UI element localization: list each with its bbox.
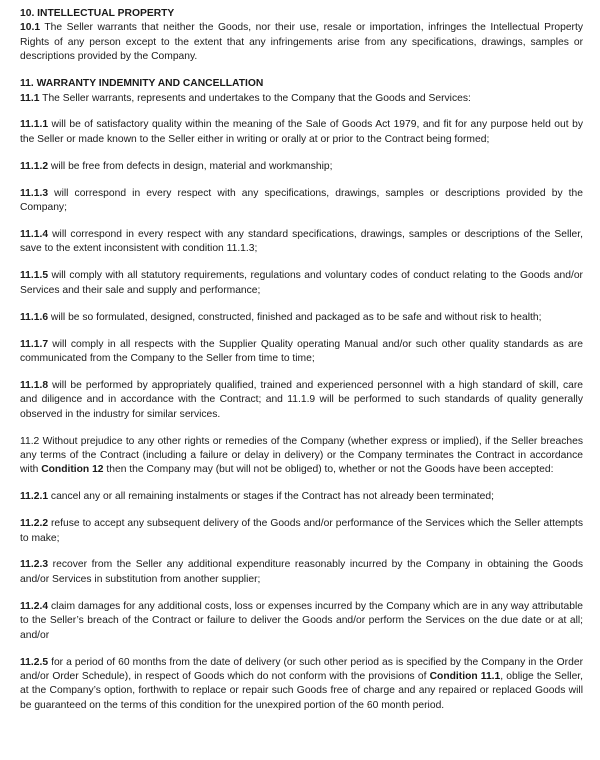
clause-text-continued: , oblige the Seller, at the Company’s option, forthwith to replace or repair such Goods free of charge and any repaired or replaced Goods will be guaranteed on the terms of this condition for the unexpired portion of the 60 month period. xyxy=(20,670,584,711)
clause-number: 11.1.3 xyxy=(20,187,49,199)
clause-text: Without prejudice to any other rights or remedies of the Company (whether express or implied), if the Seller breaches any terms of the Contract (including a failure or delay in delivery) or the Company terminates the Contract in accordance with xyxy=(20,435,583,476)
clause-text: will be performed by appropriately qualified, trained and experienced personnel with a high standard of skill, care and diligence and in accordance with the Contract; and 11.1.9 will be performed to such standards of quality generally observed in the industry for similar services. xyxy=(20,379,583,420)
clause-11-1-4 xyxy=(20,228,583,257)
clause-number: 10.1 xyxy=(20,22,41,34)
clause-number: 11.2.5 xyxy=(20,656,49,668)
clause-text: will be free from defects in design, material and workmanship; xyxy=(48,160,333,172)
clause-text: The Seller warrants, represents and undertakes to the Company that the Goods and Services: xyxy=(39,92,471,104)
clause-text: will be of satisfactory quality within the meaning of the Sale of Goods Act 1979, and fit for any purpose held out by the Seller or made known to the Seller either in writing or orally at or prior to the Contract being formed; xyxy=(20,119,583,145)
clause-number: 11.1.4 xyxy=(20,228,49,240)
clause-text: will comply with all statutory requirements, regulations and voluntary codes of conduct relating to the Goods and/or Services and their sale and supply and performance; xyxy=(20,270,583,296)
section-10-heading: 10. INTELLECTUAL PROPERTY xyxy=(20,8,175,19)
clause-text: refuse to accept any subsequent delivery of the Goods and/or performance of the Services which the Seller attempts to make; xyxy=(20,518,583,544)
clause-number: 11.1.1 xyxy=(20,119,49,131)
clause-11-1-5 xyxy=(20,269,583,298)
clause-text: will be so formulated, designed, constructed, finished and packaged as to be safe and without risk to health; xyxy=(48,311,542,323)
clause-11-2-2 xyxy=(20,517,583,546)
clause-number: 11.1 xyxy=(20,92,40,104)
clause-10-1 xyxy=(20,21,583,64)
condition-reference: Condition 11.1 xyxy=(429,670,501,682)
clause-11-1-7 xyxy=(20,338,583,367)
clause-11-1-3 xyxy=(20,187,583,216)
clause-text: The Seller warrants that neither the Goods, nor their use, resale or importation, infringes the Intellectual Property Rights of any person except to the extent that any infringements arise from any specifications, drawings, samples or descriptions provided by the Company. xyxy=(20,22,583,63)
clause-text: recover from the Seller any additional expenditure reasonably incurred by the Company in obtaining the Goods and/or Services in substitution from another supplier; xyxy=(20,559,583,585)
section-11-heading: 11. WARRANTY INDEMNITY AND CANCELLATION xyxy=(20,78,264,90)
clause-text: will correspond in every respect with any standard specifications, drawings, samples or descriptions of the Seller, save to the extent inconsistent with condition 11.1.3; xyxy=(20,228,583,255)
clause-11-1 xyxy=(20,92,583,106)
clause-number: 11.2.2 xyxy=(20,518,49,530)
condition-reference: Condition 12 xyxy=(41,464,104,476)
clause-number: 11.2.4 xyxy=(20,600,49,612)
clause-11-2-4 xyxy=(20,600,583,643)
clause-number: 11.1.7 xyxy=(20,338,49,350)
clause-11-2-3 xyxy=(20,558,583,587)
clause-11-1-6 xyxy=(20,311,583,325)
clause-text: will correspond in every respect with any specifications, drawings, samples or descriptions provided by the Company; xyxy=(20,187,583,214)
clause-text: claim damages for any additional costs, loss or expenses incurred by the Company which are in any way attributable to the Seller’s breach of the Contract or failure to deliver the Goods and/or perform the Services on the due date or at all; and/or xyxy=(20,600,583,641)
clause-number: 11.1.8 xyxy=(20,379,49,391)
clause-11-2-1 xyxy=(20,490,583,504)
clause-number: 11.2.3 xyxy=(20,559,49,571)
clause-11-1-8 xyxy=(20,379,583,422)
clause-number: 11.1.6 xyxy=(20,311,49,323)
clause-11-1-2 xyxy=(20,160,583,174)
clause-11-2-5 xyxy=(20,656,583,714)
clause-number: 11.1.5 xyxy=(20,270,49,282)
document-page xyxy=(20,7,583,713)
clause-11-1-1 xyxy=(20,118,583,147)
clause-text: will comply in all respects with the Supplier Quality operating Manual and/or such other quality standards as are communicated from the Company to the Seller from time to time; xyxy=(20,338,583,364)
clause-text: cancel any or all remaining instalments or stages if the Contract has not already been terminated; xyxy=(48,491,494,503)
clause-number: 11.1.2 xyxy=(20,160,49,172)
clause-number: 11.2.1 xyxy=(20,491,49,503)
clause-number: 11.2 xyxy=(20,435,40,447)
clause-text-continued: then the Company may (but will not be obliged) to, whether or not the Goods have been accepted: xyxy=(103,464,554,476)
clause-11-2 xyxy=(20,435,583,478)
clause-text: for a period of 60 months from the date of delivery (or such other period as is specified by the Company in the Order and/or Order Schedule), in respect of Goods which do not conform with the provisions of xyxy=(20,656,583,682)
